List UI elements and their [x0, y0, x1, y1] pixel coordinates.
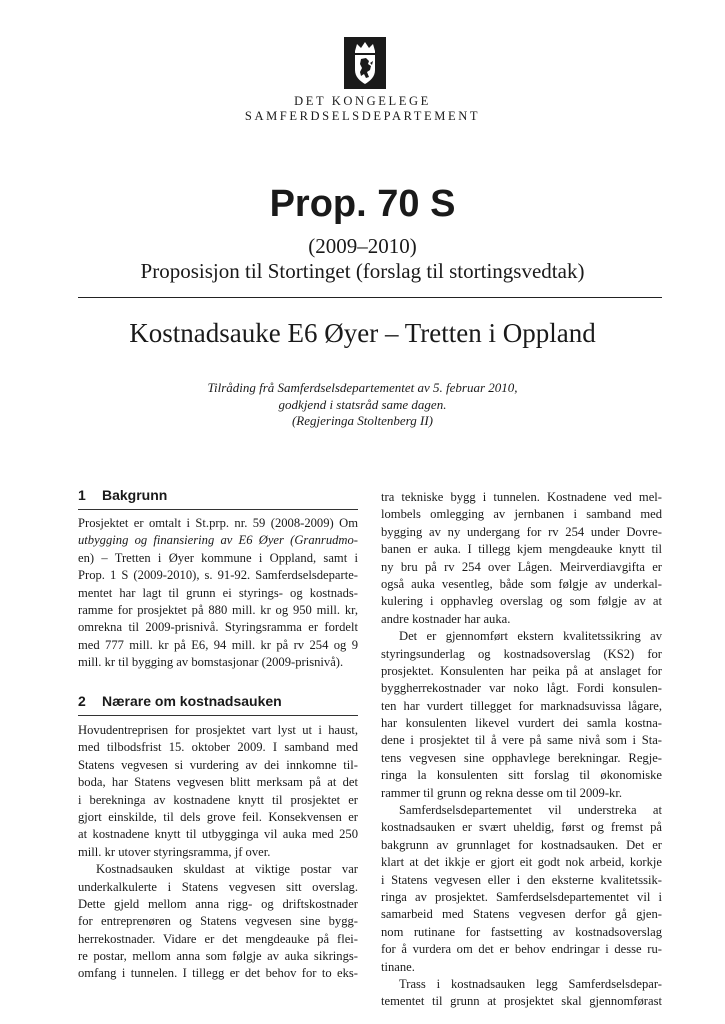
text-line: tinane.: [381, 959, 415, 974]
text-line: Prop. 1 S (2009-2010), s. 91-92. Samferdselsdeparte-: [78, 568, 358, 583]
section-divider: [78, 715, 358, 716]
text-line: tra tekniske bygg i tunnelen. Kostnadene ved mel-: [381, 490, 662, 504]
text-line: ten har vurdert tillegget for marknadsuvissa lågare,: [381, 698, 662, 713]
text-line: mill. kr utover styringsramma, jf over.: [78, 844, 271, 859]
text-line: boda, har Statens vegvesen blitt merksam på at det: [78, 775, 358, 790]
text-line: bakgrunn av grunnlaget for kostnadsauken. Det er: [381, 837, 662, 852]
coat-of-arms-icon: [344, 37, 386, 89]
text-line: Trass i kostnadsauken legg Samferdselsdepar-: [399, 976, 662, 991]
text-line: utbygging og finansiering av E6 Øyer (Granrudmo-: [78, 533, 358, 548]
text-line: en) – Tretten i Øyer kommune i Oppland, samt i: [78, 550, 358, 565]
text-line: mill. kr til bygging av bomstasjonar (2009-prisnivå).: [78, 655, 344, 670]
text-line: Hovudentreprisen for prosjektet vart lyst ut i haust,: [78, 723, 358, 737]
text-line: Kostnadsauken skuldast at viktige postar var: [96, 862, 358, 877]
section-title: Nærare om kostnadsauken: [102, 693, 282, 709]
text-line: tementet til grunn at prosjektet skal gjennomførast: [381, 994, 662, 1009]
text-line: også auka vesentleg, både som følgje av underkal-: [381, 576, 662, 591]
text-line: ringa av prosjektet. Samferdselsdepartementet vil i: [381, 889, 662, 904]
text-line: at kostnadene knytt til utbygginga vil auka med 250: [78, 827, 358, 842]
text-line: kostnadsauken er svært uheldig, først og fremst på: [381, 820, 662, 835]
section-body-1: [78, 515, 358, 672]
approval-line: godkjend i statsråd same dagen.: [278, 396, 447, 412]
approval-line: (Regjeringa Stoltenberg II): [291, 413, 434, 428]
text-line: bygging av ny undergang for rv 254 under Dovre-: [381, 524, 662, 539]
text-line: omfang i tunnelen. I tillegg er det behov for to eks-: [78, 966, 358, 981]
proposition-subtitle: Proposisjon til Stortinget (forslag til stortingsvedtak): [140, 259, 585, 283]
text-line: re postar, mellom anna som følgje av auka sikrings-: [78, 949, 358, 964]
text-line: rammer til grunn og rekna desse om til 2009-kr.: [381, 785, 622, 800]
text-line: med tilbodsfrist 15. oktober 2009. I samband med: [78, 740, 358, 755]
section-body-2: [78, 722, 358, 983]
text-line: ringa la konsulenten sitt forslag til økonomiske: [381, 768, 662, 783]
proposition-years: (2009–2010): [308, 234, 417, 258]
text-line: dene i prosjektet til å vere på same nivå som i Sta-: [381, 733, 662, 748]
page-title: Kostnadsauke E6 Øyer – Tretten i Oppland: [129, 318, 596, 348]
section-title: Bakgrunn: [102, 487, 168, 503]
section-divider: [78, 509, 358, 510]
text-line: herrekostnader. Vidare er det mengdeauke på flei-: [78, 931, 358, 946]
text-line: styringsunderlag og kostnadsoverslag (KS2) for: [381, 646, 662, 661]
text-line: nom rutinane for fastsetting av kostnadsoverslag: [381, 924, 662, 939]
text-line: Prosjektet er omtalt i St.prp. nr. 59 (2008-2009) Om: [78, 516, 358, 530]
approval-note: [0, 380, 725, 430]
text-line: ramme for prosjektet på 880 mill. kr og 950 mill. kr,: [78, 602, 358, 617]
text-line: ny bru på rv 254 over Lågen. Meirverdiavgifta er: [381, 559, 662, 574]
text-line: klart at det ikkje er gjort eit godt nok arbeid, korkje: [381, 855, 662, 870]
text-line: med 777 mill. kr på E6, 94 mill. kr på rv 254 og 9: [78, 637, 358, 652]
proposition-number: Prop. 70 S: [269, 183, 456, 225]
section-number: 1: [78, 487, 86, 503]
text-line: kulering i opphavleg overslag og som følgje av at: [381, 594, 662, 609]
text-line: for å vurdera om det er behov endringar i desse ru-: [381, 942, 662, 957]
text-line: i Statens vegvesen eller i den eksterne kvalitetssik-: [381, 872, 662, 887]
text-line: byggherrekostnader var noko lågt. Fordi konsulen-: [381, 681, 662, 696]
text-line: lombels omlegging av jernbanen i samband med: [381, 507, 662, 522]
text-line: Det er gjennomført ekstern kvalitetssikring av: [399, 629, 662, 644]
text-line: mentet har lagt til grunn ei styrings- og kostnads-: [78, 585, 358, 600]
text-line: har konsulenten likevel vurdert dei samla kostna-: [381, 716, 662, 731]
text-line: andre kostnader har auka.: [381, 611, 511, 626]
text-line: underkalkulerte i Statens vegvesen sitt overslag.: [78, 879, 358, 894]
text-line: i berekninga av kostnadene knytt til prosjektet er: [78, 792, 358, 807]
text-line: tens vegvesen sine opphavlege berekningar. Regje-: [381, 750, 662, 765]
text-line: gjort einskilde, til dels grove feil. Konsekvensen er: [78, 809, 358, 824]
text-line: Statens vegvesen si vurdering av dei innkomne til-: [78, 757, 358, 772]
section-heading-2: [78, 693, 358, 709]
approval-line: Tilråding frå Samferdselsdepartementet av 5. februar 2010,: [207, 380, 518, 395]
text-line: Dette gjeld mellom anna rigg- og driftskostnader: [78, 896, 358, 911]
department-name-line1: DET KONGELEGE: [294, 94, 431, 108]
section-number: 2: [78, 693, 86, 709]
department-name-line2: SAMFERDSELSDEPARTEMENT: [244, 109, 481, 123]
title-divider: [78, 297, 662, 298]
text-line: banen er auka. I tillegg kjem mengdeauke knytt til: [381, 542, 662, 557]
right-column-body: [381, 489, 662, 1011]
text-line: prosjektet. Konsulenten har peika på at anslaget for: [381, 663, 662, 678]
text-line: omrekna til 2009-prisnivå. Styringsramma er fordelt: [78, 620, 358, 635]
text-line: Samferdselsdepartementet vil understreka at: [399, 803, 662, 818]
text-line: samarbeid med Statens vegvesen derfor gå gjen-: [381, 907, 662, 922]
section-heading-1: [78, 487, 358, 503]
text-line: for entreprenøren og Statens vegvesen sine bygg-: [78, 914, 358, 929]
